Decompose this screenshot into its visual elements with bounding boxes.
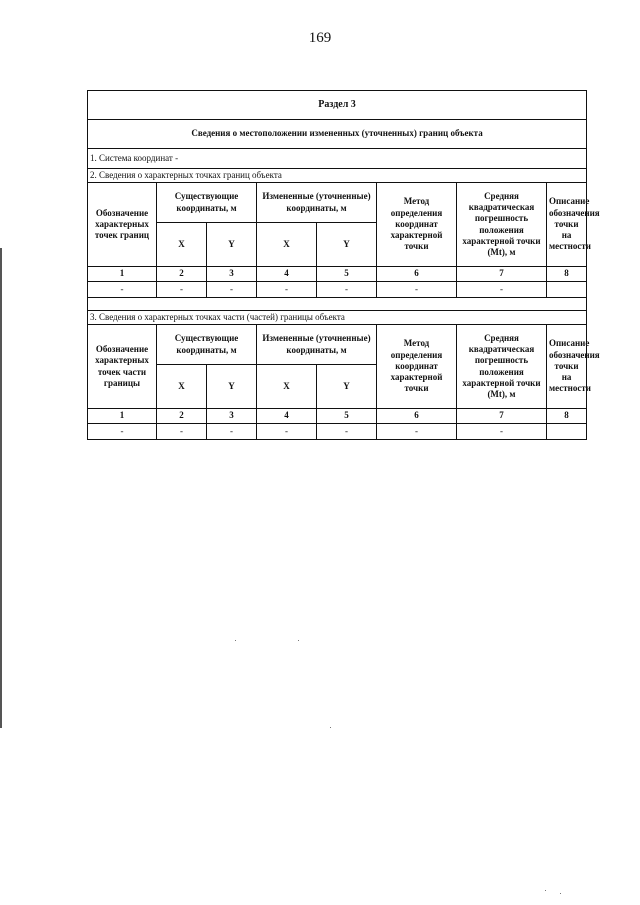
coordinate-system: 1. Система координат - xyxy=(88,149,587,169)
scan-speck xyxy=(298,640,299,641)
section2-col-method: Метод определения координат характерной точки xyxy=(377,325,457,409)
table-cell: - xyxy=(88,282,157,298)
section2-col-existing: Существующие координаты, м xyxy=(157,325,257,365)
section1-col-error: Средняя квадратическая погрешность положения характерной точки (Mt), м xyxy=(457,183,547,267)
boundary-table xyxy=(87,90,600,440)
scan-speck xyxy=(545,890,546,891)
table-cell: - xyxy=(207,424,257,440)
scan-edge-mark xyxy=(0,248,2,728)
section2-col-error: Средняя квадратическая погрешность положения характерной точки (Mt), м xyxy=(457,325,547,409)
column-number: 7 xyxy=(457,409,547,424)
table-cell: - xyxy=(377,424,457,440)
section2-col-changed: Измененные (уточненные) координаты, м xyxy=(257,325,377,365)
column-number: 5 xyxy=(317,267,377,282)
table-cell: - xyxy=(457,424,547,440)
table-cell: - xyxy=(157,424,207,440)
column-number: 5 xyxy=(317,409,377,424)
section1-col-method: Метод определения координат характерной точки xyxy=(377,183,457,267)
table-cell: - xyxy=(317,424,377,440)
column-number: 3 xyxy=(207,267,257,282)
section2-existing-x: X xyxy=(157,365,207,409)
table-cell: - xyxy=(377,282,457,298)
section2-changed-x: X xyxy=(257,365,317,409)
column-number: 1 xyxy=(88,267,157,282)
section2-heading: 3. Сведения о характерных точках части (частей) границы объекта xyxy=(88,311,587,325)
table-cell: - xyxy=(257,424,317,440)
page-number: 169 xyxy=(308,30,332,46)
table-cell: - xyxy=(88,424,157,440)
scan-speck xyxy=(235,640,236,641)
section1-changed-y: Y xyxy=(317,223,377,267)
column-number: 2 xyxy=(157,409,207,424)
table-cell: - xyxy=(457,282,547,298)
table-cell: - xyxy=(157,282,207,298)
section1-existing-y: Y xyxy=(207,223,257,267)
section2-col-desc: Описание обозначения точки на местности xyxy=(547,325,587,409)
column-number: 8 xyxy=(547,267,587,282)
section1-col-existing: Существующие координаты, м xyxy=(157,183,257,223)
table-cell xyxy=(547,424,587,440)
section1-heading: 2. Сведения о характерных точках границ объекта xyxy=(88,169,587,183)
section1-existing-x: X xyxy=(157,223,207,267)
scan-speck xyxy=(330,727,331,728)
column-number: 6 xyxy=(377,409,457,424)
section-title: Раздел 3 xyxy=(88,91,587,120)
column-number: 6 xyxy=(377,267,457,282)
column-number: 7 xyxy=(457,267,547,282)
column-number: 4 xyxy=(257,267,317,282)
column-number: 4 xyxy=(257,409,317,424)
section2-col-point: Обозначение характерных точек части границы xyxy=(88,325,157,409)
section2-changed-y: Y xyxy=(317,365,377,409)
section-spacer xyxy=(88,298,587,311)
section1-col-desc: Описание обозначения точки на местности xyxy=(547,183,587,267)
section2-existing-y: Y xyxy=(207,365,257,409)
column-number: 8 xyxy=(547,409,587,424)
table-cell: - xyxy=(207,282,257,298)
table-row xyxy=(88,424,587,440)
column-number: 1 xyxy=(88,409,157,424)
table-row xyxy=(88,282,587,298)
table-cell: - xyxy=(257,282,317,298)
column-number: 2 xyxy=(157,267,207,282)
scan-speck xyxy=(560,893,561,894)
table-cell xyxy=(547,282,587,298)
section1-col-point: Обозначение характерных точек границ xyxy=(88,183,157,267)
section1-col-changed: Измененные (уточненные) координаты, м xyxy=(257,183,377,223)
section1-changed-x: X xyxy=(257,223,317,267)
table-cell: - xyxy=(317,282,377,298)
section-subtitle: Сведения о местоположении измененных (уточненных) границ объекта xyxy=(88,120,587,149)
column-number: 3 xyxy=(207,409,257,424)
